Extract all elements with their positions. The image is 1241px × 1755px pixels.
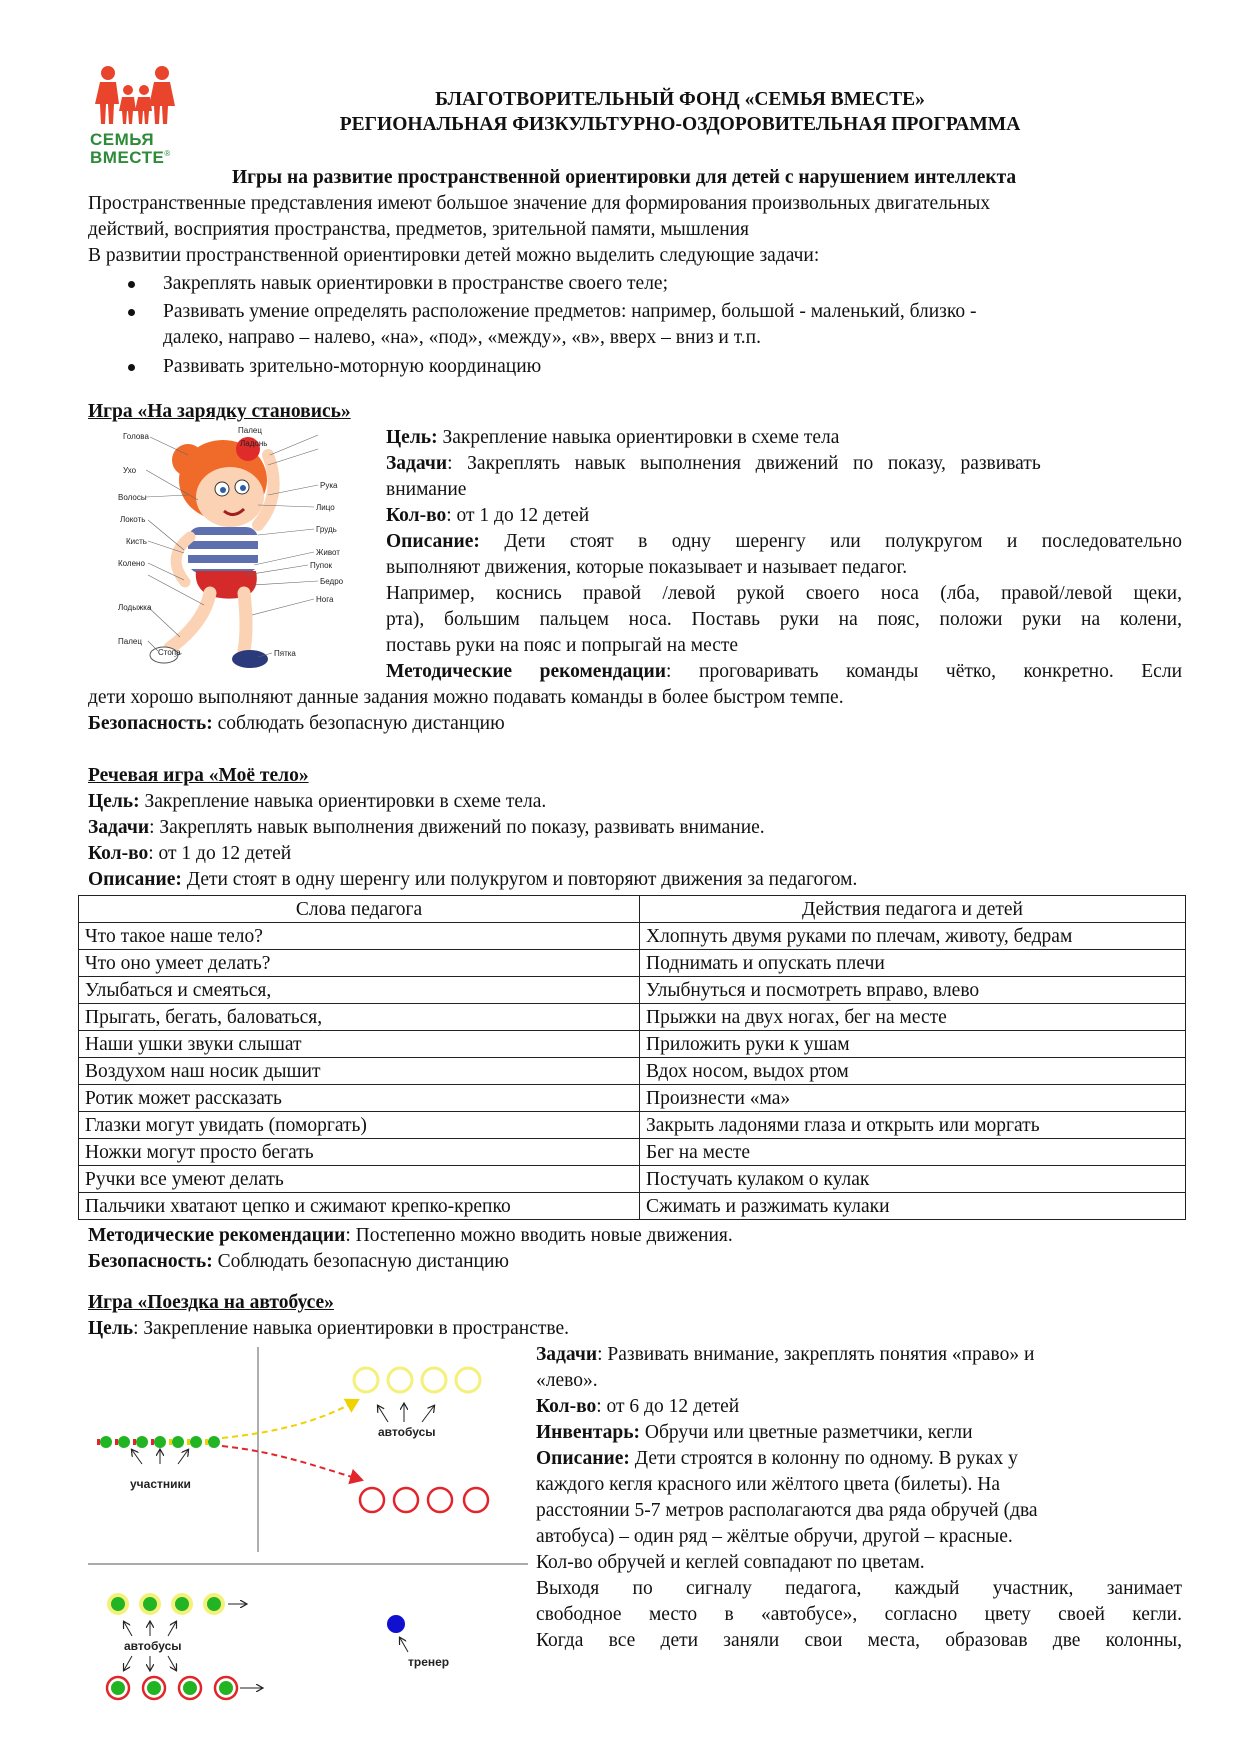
bus-game-diagram <box>88 1342 528 1732</box>
body-label-knee: Колено <box>118 559 145 568</box>
task-item-2-cont: далеко, направо – налево, «на», «под», «между», «в», вверх – вниз и т.п. <box>163 327 761 348</box>
table-row <box>79 1139 1186 1166</box>
table-cell: Постучать кулаком о кулак <box>640 1166 1186 1193</box>
game1-method: Методические рекомендации: проговаривать команды чётко, конкретно. Если <box>386 661 1183 682</box>
table-cell: Бег на месте <box>640 1139 1186 1166</box>
game2-method: Методические рекомендации: Постепенно можно вводить новые движения. <box>88 1225 733 1246</box>
coach-dot <box>387 1615 405 1633</box>
game3-description-8: Когда все дети заняли свои места, образовав две колонны, <box>536 1630 1182 1651</box>
game3-description-2: каждого кегля красного или жёлтого цвета (билеты). На <box>536 1474 1001 1495</box>
table-cell: Ножки могут просто бегать <box>79 1139 640 1166</box>
table-row <box>79 977 1186 1004</box>
body-label-ear: Ухо <box>123 466 137 475</box>
header-line2: РЕГИОНАЛЬНАЯ ФИЗКУЛЬТУРНО-ОЗДОРОВИТЕЛЬНАЯ ПРОГРАММА <box>339 114 1021 135</box>
game1-description: Описание: Дети стоят в одну шеренгу или полукругом и последовательно <box>386 531 1182 552</box>
table-cell: Воздухом наш носик дышит <box>79 1058 640 1085</box>
game1-safety: Безопасность: соблюдать безопасную дистанцию <box>88 713 505 734</box>
table-cell: Улыбаться и смеяться, <box>79 977 640 1004</box>
yellow-hoop <box>388 1368 412 1392</box>
game3-description-4: автобуса) – один ряд – жёлтые обручи, другой – красные. <box>536 1526 1013 1547</box>
player-dot <box>190 1436 202 1448</box>
player-dot <box>208 1436 220 1448</box>
game3-inventory: Инвентарь: Обручи или цветные разметчики, кегли <box>536 1422 973 1443</box>
body-label-foot: Стопа <box>158 648 181 657</box>
game2-safety: Безопасность: Соблюдать безопасную дистанцию <box>88 1251 509 1272</box>
bus-game-scheme-icon <box>88 1342 528 1732</box>
player-dot <box>136 1436 148 1448</box>
body-label-palm: Ладонь <box>240 439 268 448</box>
table-row <box>79 923 1186 950</box>
table-row <box>79 1112 1186 1139</box>
game3-description: Описание: Дети строятся в колонну по одному. В руках у <box>536 1448 1018 1469</box>
table-header-words: Слова педагога <box>79 896 640 923</box>
yellow-hoop <box>354 1368 378 1392</box>
game2-description: Описание: Дети стоят в одну шеренгу или полукругом и повторяют движения за педагогом. <box>88 869 858 890</box>
game1-title: Игра «На зарядку становись» <box>88 401 351 422</box>
task-item-1: Закреплять навык ориентировки в пространстве своего теле; <box>163 273 669 294</box>
table-row <box>79 1031 1186 1058</box>
table-cell: Что оно умеет делать? <box>79 950 640 977</box>
game3-count: Кол-во: от 6 до 12 детей <box>536 1396 740 1417</box>
game3-tasks-cont: «лево». <box>536 1370 598 1391</box>
diagram-label-players: участники <box>130 1477 191 1491</box>
game1-example-2: рта), большим пальцем носа. Поставь руки на пояс, положи руки на колени, <box>386 609 1182 630</box>
registered-mark: ® <box>164 149 171 158</box>
family-figures-icon <box>90 64 180 126</box>
table-cell: Приложить руки к ушам <box>640 1031 1186 1058</box>
body-label-navel: Пупок <box>310 561 333 570</box>
diagram-label-buses: автобусы <box>378 1425 436 1439</box>
yellow-hoop <box>422 1368 446 1392</box>
table-cell: Вдох носом, выдох ртом <box>640 1058 1186 1085</box>
table-row <box>79 1085 1186 1112</box>
table-cell: Произнести «ма» <box>640 1085 1186 1112</box>
diagram-label-buses-2: автобусы <box>124 1639 182 1653</box>
red-hoop <box>428 1488 452 1512</box>
player-dot <box>100 1436 112 1448</box>
game1-example-3: поставь руки на пояс и попрыгай на месте <box>386 635 739 656</box>
body-label-head: Голова <box>123 432 149 441</box>
game1-goal: Цель: Закрепление навыка ориентировки в схеме тела <box>386 427 840 448</box>
table-cell: Глазки могут увидать (поморгать) <box>79 1112 640 1139</box>
red-hoop <box>360 1488 384 1512</box>
girl-body-parts-icon <box>118 425 378 683</box>
table-cell: Пальчики хватают цепко и сжимают крепко-крепко <box>79 1193 640 1220</box>
body-label-chest: Грудь <box>316 525 337 534</box>
logo-text-line2: ВМЕСТЕ <box>90 148 165 167</box>
game3-description-6: Выходя по сигналу педагога, каждый участник, занимает <box>536 1578 1182 1599</box>
body-label-hair: Волосы <box>118 493 147 502</box>
bullet-icon <box>128 309 135 316</box>
game1-tasks: Задачи: Закреплять навык выполнения движений по показу, развивать <box>386 453 1041 474</box>
player-dot <box>118 1436 130 1448</box>
table-cell: Наши ушки звуки слышат <box>79 1031 640 1058</box>
table-cell: Ротик может рассказать <box>79 1085 640 1112</box>
body-label-elbow: Локоть <box>120 515 146 524</box>
diagram-label-coach: тренер <box>408 1655 450 1669</box>
table-cell: Закрыть ладонями глаза и открыть или моргать <box>640 1112 1186 1139</box>
table-cell: Поднимать и опускать плечи <box>640 950 1186 977</box>
table-row <box>79 1166 1186 1193</box>
header-line1: БЛАГОТВОРИТЕЛЬНЫЙ ФОНД «СЕМЬЯ ВМЕСТЕ» <box>435 89 925 110</box>
table-cell: Прыгать, бегать, баловаться, <box>79 1004 640 1031</box>
bullet-icon <box>128 364 135 371</box>
game1-description-cont: выполняют движения, которые показывает и называет педагог. <box>386 557 908 578</box>
game3-description-5: Кол-во обручей и кеглей совпадают по цветам. <box>536 1552 925 1573</box>
words-actions-table <box>78 895 1186 1220</box>
table-cell: Улыбнуться и посмотреть вправо, влево <box>640 977 1186 1004</box>
body-label-arm: Рука <box>320 481 338 490</box>
game2-goal: Цель: Закрепление навыка ориентировки в схеме тела. <box>88 791 547 812</box>
logo-text-line1: СЕМЬЯ <box>90 130 155 149</box>
game1-example-1: Например, коснись правой /левой рукой своего носа (лба, правой/левой щеки, <box>386 583 1182 604</box>
body-label-toe: Палец <box>118 637 142 646</box>
table-cell: Прыжки на двух ногах, бег на месте <box>640 1004 1186 1031</box>
game1-tasks-cont: внимание <box>386 479 467 500</box>
intro-text-3: В развитии пространственной ориентировки детей можно выделить следующие задачи: <box>88 245 820 266</box>
task-item-2: Развивать умение определять расположение предметов: например, большой - маленький, близко - <box>163 301 977 322</box>
red-hoop <box>394 1488 418 1512</box>
body-label-hip: Бедро <box>320 577 344 586</box>
game1-count: Кол-во: от 1 до 12 детей <box>386 505 590 526</box>
bullet-icon <box>128 281 135 288</box>
game1-method-cont: дети хорошо выполняют данные задания можно подавать команды в более быстром темпе. <box>88 687 844 708</box>
game3-goal: Цель: Закрепление навыка ориентировки в пространстве. <box>88 1318 570 1339</box>
game2-count: Кол-во: от 1 до 12 детей <box>88 843 292 864</box>
body-scheme-illustration <box>118 425 378 683</box>
body-label-finger: Палец <box>238 426 262 435</box>
body-label-heel: Пятка <box>274 649 296 658</box>
task-item-3: Развивать зрительно-моторную координацию <box>163 356 542 377</box>
yellow-hoop <box>456 1368 480 1392</box>
table-header-actions: Действия педагога и детей <box>640 896 1186 923</box>
game2-title: Речевая игра «Моё тело» <box>88 765 309 786</box>
red-hoop <box>464 1488 488 1512</box>
game2-tasks: Задачи: Закреплять навык выполнения движений по показу, развивать внимание. <box>88 817 765 838</box>
player-dot <box>154 1436 166 1448</box>
table-header-row <box>79 896 1186 923</box>
game3-tasks: Задачи: Развивать внимание, закреплять понятия «право» и <box>536 1344 1035 1365</box>
page-subtitle: Игры на развитие пространственной ориентировки для детей с нарушением интеллекта <box>232 167 1017 188</box>
table-row <box>79 950 1186 977</box>
table-cell: Сжимать и разжимать кулаки <box>640 1193 1186 1220</box>
game3-description-7: свободное место в «автобусе», согласно цвету своей кегли. <box>536 1604 1182 1625</box>
body-label-ankle: Лодыжка <box>118 603 152 612</box>
body-label-leg: Нога <box>316 595 334 604</box>
table-row <box>79 1193 1186 1220</box>
table-cell: Хлопнуть двумя руками по плечам, животу, бедрам <box>640 923 1186 950</box>
table-row <box>79 1058 1186 1085</box>
body-label-face: Лицо <box>316 503 335 512</box>
body-label-belly: Живот <box>316 548 340 557</box>
table-cell: Ручки все умеют делать <box>79 1166 640 1193</box>
game3-title: Игра «Поездка на автобусе» <box>88 1292 334 1313</box>
table-cell: Что такое наше тело? <box>79 923 640 950</box>
logo <box>90 64 180 167</box>
game3-description-3: расстоянии 5-7 метров располагаются два ряда обручей (два <box>536 1500 1038 1521</box>
body-label-hand: Кисть <box>126 537 147 546</box>
player-dot <box>172 1436 184 1448</box>
intro-text-2: действий, восприятия пространства, предметов, зрительной памяти, мышления <box>88 219 750 240</box>
table-row <box>79 1004 1186 1031</box>
intro-text-1: Пространственные представления имеют большое значение для формирования произвольных двигательных <box>88 193 991 214</box>
